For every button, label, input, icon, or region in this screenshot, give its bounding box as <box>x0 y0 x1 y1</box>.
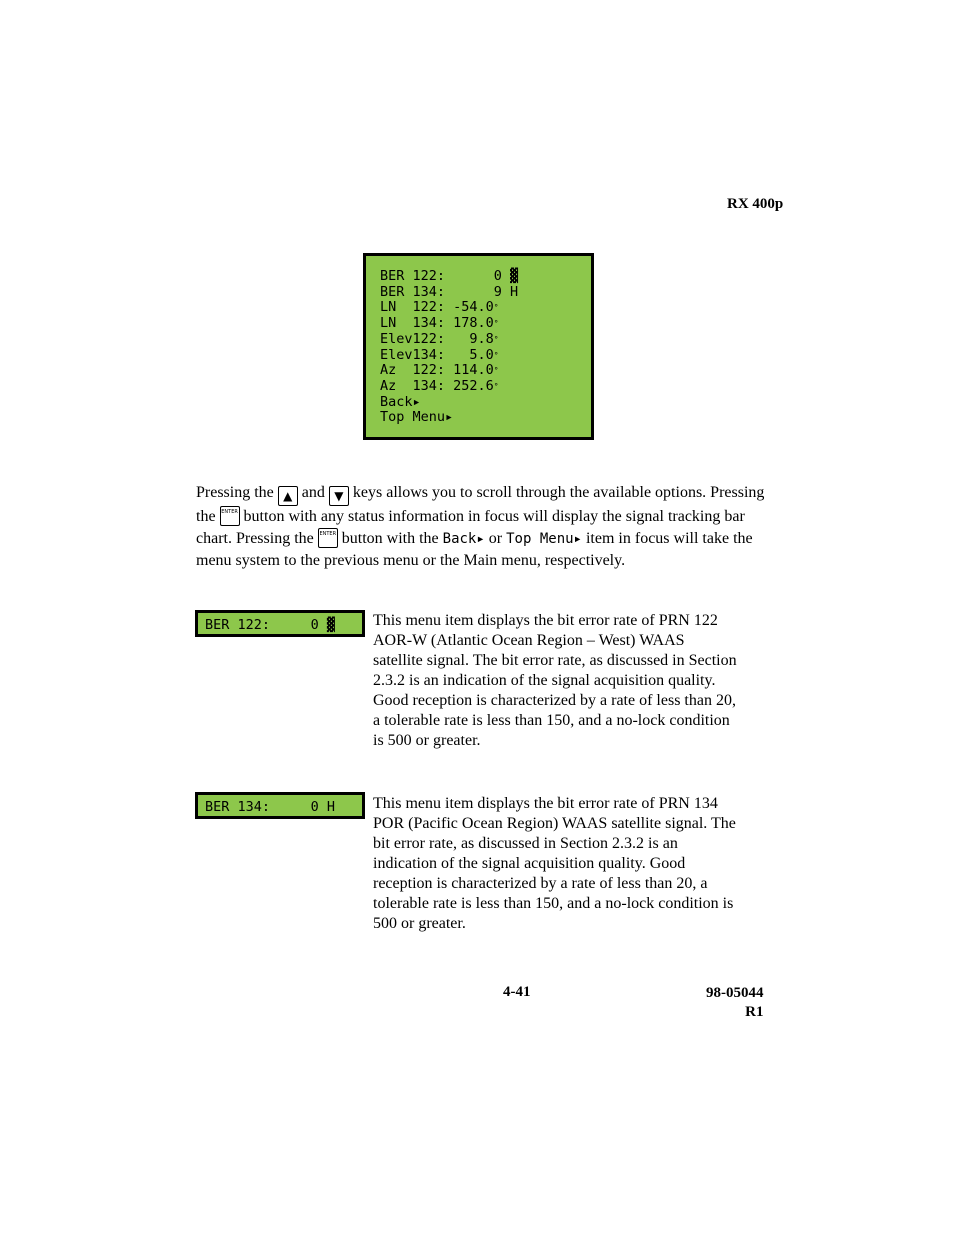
revision: R1 <box>745 1004 764 1020</box>
lcd-screen <box>363 253 594 440</box>
lcd-menu-top-menu[interactable]: Top Menu▸ <box>380 409 454 426</box>
page-number: 4-41 <box>503 984 531 1000</box>
product-header: RX 400p <box>727 196 784 212</box>
lcd-menu-back[interactable]: Back▸ <box>380 393 421 410</box>
back-menu-label: Back▸ <box>442 531 485 547</box>
lcd-line-ber-134: BER 134: 9 H <box>380 283 519 300</box>
top-menu-label: Top Menu▸ <box>506 531 582 547</box>
instructions-paragraph: Pressing the ▲ and ▼ keys allows you to scroll through the available options. Pressing the ENTER button with any status information in focus will display the signal tracking bar chart. Pressing the ENTER button with the Back▸ or Top Menu▸ item in focus will take the menu system to the previous menu or the Main menu, respectively. <box>196 484 765 569</box>
document-number <box>706 984 764 1022</box>
lcd-line-ln-134: LN 134: 178.0° <box>380 315 499 332</box>
lcd-line-az-134: Az 134: 252.6° <box>380 377 499 394</box>
down-arrow-key-icon: ▼ <box>329 486 349 506</box>
enter-key-icon: ENTER <box>220 506 240 526</box>
lcd-line-ln-122: LN 122: -54.0° <box>380 299 499 316</box>
lcd-ber-134-item: BER 134: 0 H <box>195 792 365 819</box>
ber-134-description: This menu item displays the bit error rate of PRN 134 POR (Pacific Ocean Region) WAAS satellite signal. The bit error rate, as discussed in Section 2.3.2 is an indication of the signal acquisition quality. Good reception is characterized by a rate of less than 20, a tolerable rate is less than 150, and a no-lock condition is 500 or greater. <box>373 795 736 932</box>
lcd-line-az-122: Az 122: 114.0° <box>380 362 499 379</box>
lcd-ber-122-item: BER 122: 0 ▓ <box>195 610 365 637</box>
ber-122-description: This menu item displays the bit error rate of PRN 122 AOR-W (Atlantic Ocean Region – West) WAAS satellite signal. The bit error rate, as discussed in Section 2.3.2 is an indication of the signal acquisition quality. Good reception is characterized by a rate of less than 20, a tolerable rate is less than 150, and a no-lock condition is 500 or greater. <box>373 612 737 749</box>
lcd-line-elev-122: Elev122: 9.8° <box>380 330 499 347</box>
doc-id: 98-05044 <box>706 985 764 1001</box>
lcd-line-elev-134: Elev134: 5.0° <box>380 346 499 363</box>
enter-key-icon: ENTER <box>318 528 338 548</box>
lcd-line-ber-122: BER 122: 0 ▓ <box>380 268 519 284</box>
up-arrow-key-icon: ▲ <box>278 486 298 506</box>
